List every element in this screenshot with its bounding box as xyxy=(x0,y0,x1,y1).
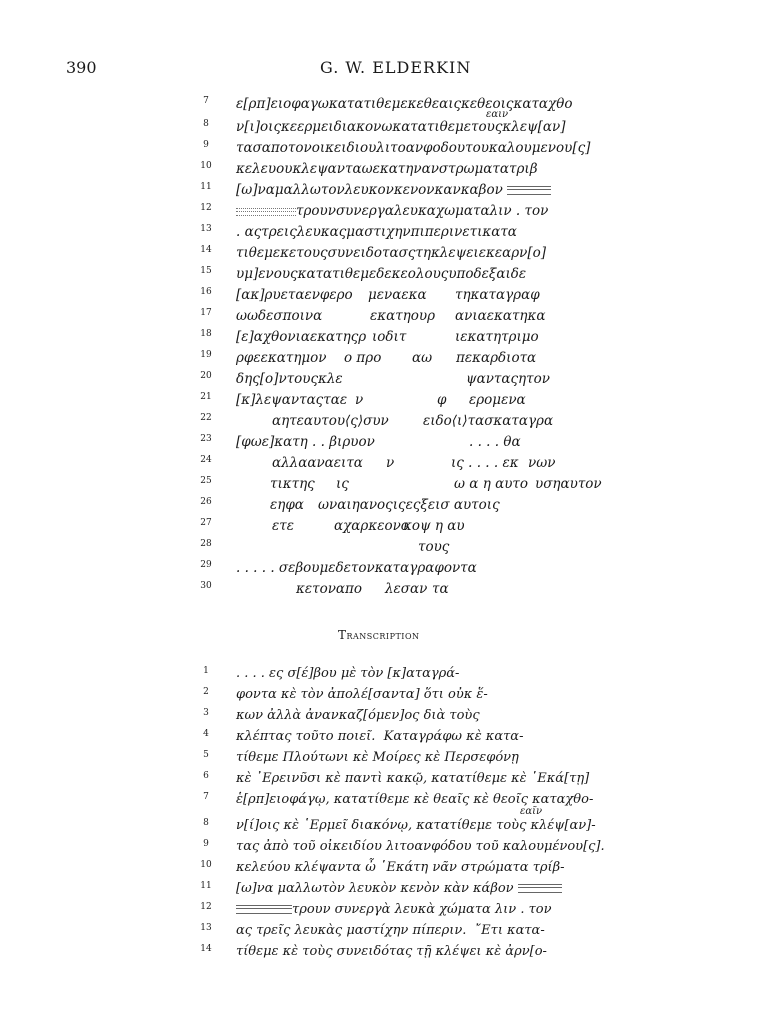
line-segment: τα xyxy=(432,581,449,597)
inscription-line xyxy=(0,182,777,204)
line-text: τίθεμε Πλούτωνι κὲ Μοίρες κὲ Περσεφόνῃ xyxy=(236,750,519,765)
transcription-line xyxy=(0,687,777,709)
transcription-line xyxy=(0,923,777,945)
line-number: 14 xyxy=(200,944,212,954)
line-text: κλέπτας τοῦτο ποιεῖ. Καταγράφω κὲ κατα- xyxy=(236,729,524,744)
transcription-line xyxy=(0,750,777,772)
page-number: 390 xyxy=(66,58,97,77)
line-segment: τικτης xyxy=(270,476,315,492)
line-number: 5 xyxy=(203,750,209,760)
inscription-line xyxy=(0,119,777,141)
line-segment: [ε]αχθονιαεκατηςρ xyxy=(236,329,367,345)
inscription-line xyxy=(0,371,777,393)
line-segment: ωναιηανοςιςεςξεισ αυτοις xyxy=(318,497,500,513)
line-text: ἑ[ρπ]ειοφάγῳ, κατατίθεμε κὲ θεαῖς κὲ θεοῖς καταχθο- xyxy=(236,792,594,807)
line-number: 9 xyxy=(203,839,209,849)
line-number: 18 xyxy=(200,329,212,339)
line-text: ε[ρπ]ειοφαγωκατατιθεμεκεθεαιςκεθεοιςκαταχθο xyxy=(236,96,573,112)
line-number: 7 xyxy=(203,792,209,802)
line-number: 1 xyxy=(203,666,209,676)
line-number: 11 xyxy=(200,182,212,192)
transcription-line xyxy=(0,771,777,793)
line-number: 8 xyxy=(203,119,209,129)
line-number: 26 xyxy=(200,497,212,507)
line-text: [ω]ναμαλλωτονλευκονκενονκανκαβον xyxy=(236,182,551,198)
inscription-line xyxy=(0,392,777,414)
line-number: 14 xyxy=(200,245,212,255)
transcription-line xyxy=(0,708,777,730)
inscription-line xyxy=(0,455,777,477)
inscription-line xyxy=(0,434,777,456)
line-segment: [φωε]κατη . . βιρυον xyxy=(236,434,375,450)
line-segment: ειδο⟨ι⟩τασκαταγρα xyxy=(423,413,554,429)
line-segment: εηφα xyxy=(270,497,304,513)
lacuna-rule xyxy=(518,884,562,893)
line-superscript: εαῖν xyxy=(520,806,543,817)
line-number: 30 xyxy=(200,581,212,591)
line-number: 25 xyxy=(200,476,212,486)
inscription-line xyxy=(0,497,777,519)
line-segment: εκατηουρ xyxy=(370,308,436,324)
inscription-line xyxy=(0,96,777,118)
line-segment: ανιαεκατηκα xyxy=(455,308,546,324)
line-segment: νων xyxy=(528,455,556,471)
line-text: τιθεμεκετουςσυνειδοτασςτηκλεψειεκεαρν[ο] xyxy=(236,245,546,261)
line-text: [ω]να μαλλωτὸν λευκὸν κενὸν κὰν κάβον xyxy=(236,881,562,896)
lacuna-rule xyxy=(236,208,296,216)
line-number: 11 xyxy=(200,881,212,891)
line-text: κων ἀλλὰ ἀνανκαζ[όμεν]ος διὰ τοὺς xyxy=(236,708,480,723)
line-text: τας ἀπὸ τοῦ οἰκειδίου λιτοανφόδου τοῦ καλουμένου[ς]. xyxy=(236,839,605,854)
running-head: G. W. ELDERKIN xyxy=(320,58,472,77)
inscription-line xyxy=(0,476,777,498)
line-number: 12 xyxy=(200,203,212,213)
line-segment: ωωδεσποινα xyxy=(236,308,323,324)
line-text: κελεύου κλέψαντα ὦ ῾Εκάτη νᾶν στρώματα τρίβ- xyxy=(236,860,565,875)
line-text: κὲ ᾿Ερεινῦσι κὲ παντὶ κακῷ, κατατίθεμε κὲ ῾Εκά[τῃ] xyxy=(236,771,590,786)
line-segment: . . . . θα xyxy=(469,434,521,450)
line-text: ν[ι]οιςκεερμειδιακονωκατατιθεμετουςκλεψ[αν] xyxy=(236,119,566,135)
inscription-line xyxy=(0,140,777,162)
line-segment: υσηαυτον xyxy=(535,476,602,492)
line-number: 20 xyxy=(200,371,212,381)
lacuna-rule xyxy=(507,186,551,195)
line-text: ας τρεῖς λευκὰς μαστίχην πίπεριν. ῎Ετι κατα- xyxy=(236,923,545,938)
line-number: 3 xyxy=(203,708,209,718)
transcription-line xyxy=(0,881,777,903)
line-segment: δης[ο]ντουςκλε xyxy=(236,371,343,387)
line-segment: ν xyxy=(386,455,395,471)
line-text: τρουνσυνεργαλευκαχωματαλιν . τον xyxy=(236,203,548,219)
line-number: 15 xyxy=(200,266,212,276)
line-text: . . . . ες σ[έ]βου μὲ τὸν [κ]αταγρά- xyxy=(236,666,460,681)
line-segment: κετοναπο xyxy=(296,581,363,597)
inscription-line xyxy=(0,413,777,435)
line-number: 17 xyxy=(200,308,212,318)
line-number: 27 xyxy=(200,518,212,528)
line-segment: αητεαυτου⟨ς⟩συν xyxy=(272,413,389,429)
line-segment: ιεκατητριμο xyxy=(455,329,539,345)
line-number: 29 xyxy=(200,560,212,570)
inscription-line xyxy=(0,203,777,225)
line-segment: αχαρκεονο xyxy=(334,518,409,534)
line-text: τασαποτονοικειδιουλιτοανφοδουτουκαλουμενου[ς] xyxy=(236,140,591,156)
line-text: ν[ί]οις κὲ ῾Ερμεῖ διακόνῳ, κατατίθεμε τοὺς κλέψ[αν]- xyxy=(236,818,596,833)
line-number: 10 xyxy=(200,860,212,870)
inscription-line xyxy=(0,161,777,183)
transcription-heading: Transcription xyxy=(338,628,420,642)
line-segment: [ακ]ρυεταενφερο xyxy=(236,287,353,303)
line-segment: κοψ η αυ xyxy=(403,518,465,534)
inscription-line xyxy=(0,518,777,540)
line-segment: αλλααναειτα xyxy=(272,455,363,471)
inscription-line xyxy=(0,266,777,288)
line-segment: ις xyxy=(336,476,349,492)
line-segment: φ xyxy=(437,392,447,408)
inscription-line xyxy=(0,224,777,246)
line-number: 4 xyxy=(203,729,209,739)
transcription-line xyxy=(0,902,777,924)
line-number: 21 xyxy=(200,392,212,402)
transcription-line xyxy=(0,839,777,861)
line-segment: ρφεεκατημον xyxy=(236,350,327,366)
line-text: . αςτρειςλευκαςμαστιχηνπιπερινετικατα xyxy=(236,224,517,240)
line-segment: ερομενα xyxy=(469,392,526,408)
line-number: 8 xyxy=(203,818,209,828)
inscription-line xyxy=(0,560,777,582)
inscription-line xyxy=(0,539,777,561)
inscription-line xyxy=(0,287,777,309)
line-text: κελευουκλεψανταωεκατηνανστρωματατριβ xyxy=(236,161,538,177)
transcription-line xyxy=(0,944,777,966)
line-segment: ο προ xyxy=(344,350,382,366)
line-segment: ω α η αυτο xyxy=(454,476,529,492)
line-number: 22 xyxy=(200,413,212,423)
line-text: φοντα κὲ τὸν ἀπολέ[σαντα] ὅτι οὐκ ἕ- xyxy=(236,687,488,702)
line-number: 24 xyxy=(200,455,212,465)
line-segment: [κ]λεψανταςταε xyxy=(236,392,348,408)
line-text: υμ]ενουςκατατιθεμεδεκεολουςυποδεξαιδε xyxy=(236,266,527,282)
line-number: 19 xyxy=(200,350,212,360)
line-segment: αω xyxy=(412,350,433,366)
line-number: 13 xyxy=(200,224,212,234)
line-number: 16 xyxy=(200,287,212,297)
line-segment: ετε xyxy=(272,518,294,534)
inscription-line xyxy=(0,581,777,603)
transcription-line xyxy=(0,818,777,840)
lacuna-rule xyxy=(236,905,292,914)
line-segment: τηκαταγραφ xyxy=(455,287,540,303)
line-number: 13 xyxy=(200,923,212,933)
inscription-line xyxy=(0,350,777,372)
line-text: τρουν συνεργὰ λευκὰ χώματα λιν . τον xyxy=(236,902,552,917)
line-segment: τους xyxy=(418,539,450,555)
line-number: 2 xyxy=(203,687,209,697)
transcription-line xyxy=(0,666,777,688)
inscription-line xyxy=(0,245,777,267)
line-segment: πεκαρδιοτα xyxy=(456,350,537,366)
line-number: 7 xyxy=(203,96,209,106)
line-segment: ις . . . . εκ xyxy=(451,455,519,471)
line-number: 12 xyxy=(200,902,212,912)
inscription-line xyxy=(0,308,777,330)
line-number: 10 xyxy=(200,161,212,171)
transcription-line xyxy=(0,792,777,817)
line-segment: λεσαν xyxy=(385,581,428,597)
line-number: 28 xyxy=(200,539,212,549)
line-number: 23 xyxy=(200,434,212,444)
transcription-line xyxy=(0,860,777,882)
line-segment: . . . . . σεβουμεδετονκαταγραφοντα xyxy=(236,560,477,576)
inscription-line xyxy=(0,329,777,351)
line-segment: ν xyxy=(355,392,364,408)
line-segment: ιοδιτ xyxy=(372,329,407,345)
line-text: τίθεμε κὲ τοὺς συνειδότας τῇ κλέψει κὲ ἀρν[ο- xyxy=(236,944,547,959)
line-superscript: εαιν xyxy=(486,109,509,120)
line-number: 6 xyxy=(203,771,209,781)
line-segment: μεναεκα xyxy=(368,287,427,303)
line-number: 9 xyxy=(203,140,209,150)
transcription-line xyxy=(0,729,777,751)
line-segment: ψανταςητον xyxy=(466,371,550,387)
